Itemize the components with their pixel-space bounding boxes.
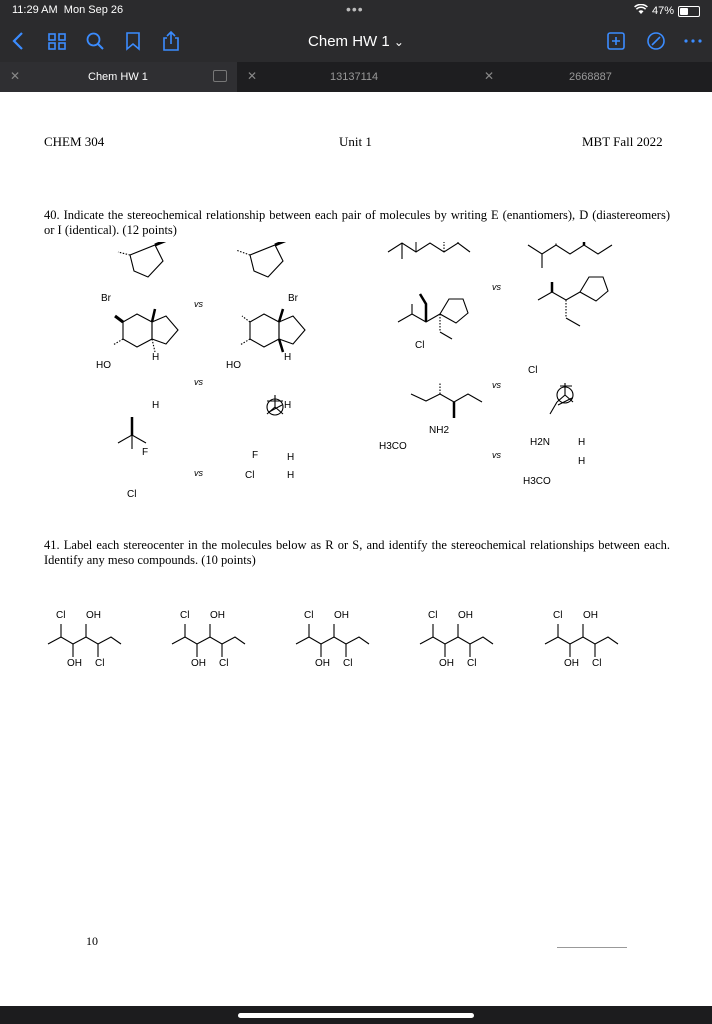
battery-icon (678, 6, 700, 17)
course-label: CHEM 304 (44, 134, 105, 149)
term-label: MBT Fall 2022 (582, 134, 663, 149)
label-h: H (578, 456, 586, 467)
question-40-structures (0, 242, 712, 542)
label-h2n: H2N (530, 437, 551, 448)
vs-label: vs (194, 468, 203, 478)
label-h: H (284, 352, 292, 363)
label-h: H (152, 352, 160, 363)
home-indicator[interactable] (238, 1013, 474, 1018)
label-oh: OH (67, 658, 82, 669)
more-icon[interactable] (682, 30, 704, 52)
question-40: 40. Indicate the stereochemical relationship between each pair of molecules by writing E (enantiomers), D (diastereomers) or I (identical). (12 points) (44, 208, 670, 237)
label-oh: OH (458, 610, 473, 621)
label-ho: HO (226, 360, 241, 371)
vs-label: vs (194, 377, 203, 387)
tab-13137114[interactable]: ✕ 13137114 (247, 69, 379, 83)
label-br: Br (288, 293, 298, 304)
tab-chem-hw-1[interactable]: ✕ Chem HW 1 (0, 62, 237, 92)
label-oh: OH (439, 658, 454, 669)
multitask-dots-icon[interactable]: ••• (346, 1, 364, 17)
chevron-down-icon[interactable]: ⌄ (393, 35, 404, 49)
add-page-icon[interactable] (605, 30, 627, 52)
label-cl: Cl (219, 658, 229, 669)
divider (557, 947, 627, 948)
label-cl: Cl (127, 489, 137, 500)
label-oh: OH (334, 610, 349, 621)
label-oh: OH (564, 658, 579, 669)
label-h: H (152, 400, 160, 411)
wifi-icon (634, 4, 648, 18)
label-cl: Cl (56, 610, 66, 621)
page-number: 10 (86, 934, 98, 948)
label-h: H (287, 470, 295, 481)
label-h: H (287, 452, 295, 463)
document-title[interactable]: Chem HW 1 ⌄ (308, 33, 404, 50)
tab-2668887[interactable]: ✕ 2668887 (484, 69, 612, 83)
label-oh: OH (210, 610, 225, 621)
toolbar (0, 22, 712, 62)
markup-icon[interactable] (645, 30, 667, 52)
tab-bar (0, 62, 712, 92)
label-f: F (252, 450, 259, 461)
label-h: H (284, 400, 292, 411)
label-br: Br (101, 293, 111, 304)
label-cl: Cl (245, 470, 255, 481)
split-view-icon[interactable] (213, 70, 227, 82)
label-oh: OH (315, 658, 330, 669)
close-icon[interactable]: ✕ (10, 69, 21, 83)
label-cl: Cl (180, 610, 190, 621)
label-oh: OH (583, 610, 598, 621)
label-cl: Cl (343, 658, 353, 669)
close-icon[interactable]: ✕ (247, 69, 258, 83)
question-41-molecules (0, 612, 712, 682)
question-41: 41. Label each stereocenter in the molecules below as R or S, and identify the stereochemical relationships between each. Identify any meso compounds. (10 points) (44, 538, 670, 567)
status-time: 11:29 AM Mon Sep 26 (12, 4, 124, 16)
vs-label: vs (492, 380, 501, 390)
unit-label: Unit 1 (339, 134, 372, 149)
label-nh2: NH2 (429, 425, 450, 436)
label-oh: OH (191, 658, 206, 669)
label-cl: Cl (428, 610, 438, 621)
label-cl: Cl (553, 610, 563, 621)
vs-label: vs (492, 450, 501, 460)
close-icon[interactable]: ✕ (484, 69, 495, 83)
document-page[interactable] (0, 92, 712, 1006)
label-cl: Cl (415, 340, 425, 351)
label-cl: Cl (528, 365, 538, 376)
vs-label: vs (492, 282, 501, 292)
label-ho: HO (96, 360, 111, 371)
battery-percent: 47% (651, 5, 674, 17)
status-bar (0, 0, 712, 22)
label-cl: Cl (467, 658, 477, 669)
label-f: F (142, 447, 149, 458)
vs-label: vs (194, 299, 203, 309)
home-indicator-area (0, 1006, 712, 1024)
label-h3co: H3CO (379, 441, 407, 452)
label-cl: Cl (304, 610, 314, 621)
label-oh: OH (86, 610, 101, 621)
label-cl: Cl (592, 658, 602, 669)
label-h3co: H3CO (523, 476, 551, 487)
label-cl: Cl (95, 658, 105, 669)
label-h: H (578, 437, 586, 448)
